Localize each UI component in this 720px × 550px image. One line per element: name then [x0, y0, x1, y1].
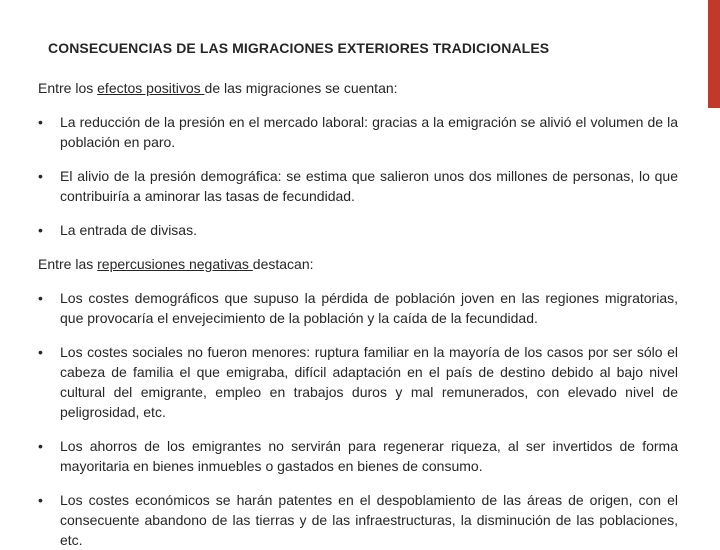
positive-intro-after: de las migraciones se cuentan:: [204, 80, 398, 96]
positive-intro-underlined: efectos positivos: [97, 80, 205, 96]
accent-bar: [708, 0, 720, 108]
bullet-icon: •: [38, 168, 43, 184]
list-item: [38, 166, 678, 206]
list-item-text: La entrada de divisas.: [60, 222, 197, 238]
positive-intro: [38, 78, 678, 98]
positive-list: [38, 112, 678, 240]
list-item-text: Los costes económicos se harán patentes en el despoblamiento de las áreas de origen, con el consecuente abandono de las tierras y de las infraestructuras, la disminución de las poblaciones, etc.: [60, 492, 678, 548]
list-item-text: La reducción de la presión en el mercado laboral: gracias a la emigración se alivió el volumen de la población en paro.: [60, 114, 678, 150]
positive-intro-before: Entre los: [38, 80, 98, 96]
list-item-text: Los ahorros de los emigrantes no servirán para regenerar riqueza, al ser invertidos de forma mayoritaria en bienes inmuebles o gastados en bienes de consumo.: [60, 438, 678, 474]
slide-title: CONSECUENCIAS DE LAS MIGRACIONES EXTERIORES TRADICIONALES: [48, 40, 550, 56]
negative-intro: [38, 254, 678, 274]
negative-list: [38, 288, 678, 550]
bullet-icon: •: [38, 222, 43, 238]
slide-content: [38, 78, 678, 550]
negative-intro-after: destacan:: [252, 256, 314, 272]
bullet-icon: •: [38, 492, 43, 508]
list-item: [38, 288, 678, 328]
negative-intro-before: Entre las: [38, 256, 98, 272]
list-item: [38, 490, 678, 550]
list-item-text: El alivio de la presión demográfica: se estima que salieron unos dos millones de personas, lo que contribuiría a aminorar las tasas de fecundidad.: [60, 168, 678, 204]
bullet-icon: •: [38, 290, 43, 306]
list-item: [38, 436, 678, 476]
bullet-icon: •: [38, 344, 43, 360]
bullet-icon: •: [38, 438, 43, 454]
list-item: [38, 112, 678, 152]
list-item-text: Los costes sociales no fueron menores: ruptura familiar en la mayoría de los casos por ser sólo el cabeza de familia el que emigraba, difícil adaptación en el país de destino debido al bajo nivel cultural del emigrante, empleo en trabajos duros y mal remunerados, con elevado nivel de peligrosidad, etc.: [60, 344, 678, 420]
negative-intro-underlined: repercusiones negativas: [97, 256, 253, 272]
list-item: [38, 220, 678, 240]
list-item: [38, 342, 678, 422]
bullet-icon: •: [38, 114, 43, 130]
list-item-text: Los costes demográficos que supuso la pérdida de población joven en las regiones migratorias, que provocaría el envejecimiento de la población y la caída de la fecundidad.: [60, 290, 678, 326]
